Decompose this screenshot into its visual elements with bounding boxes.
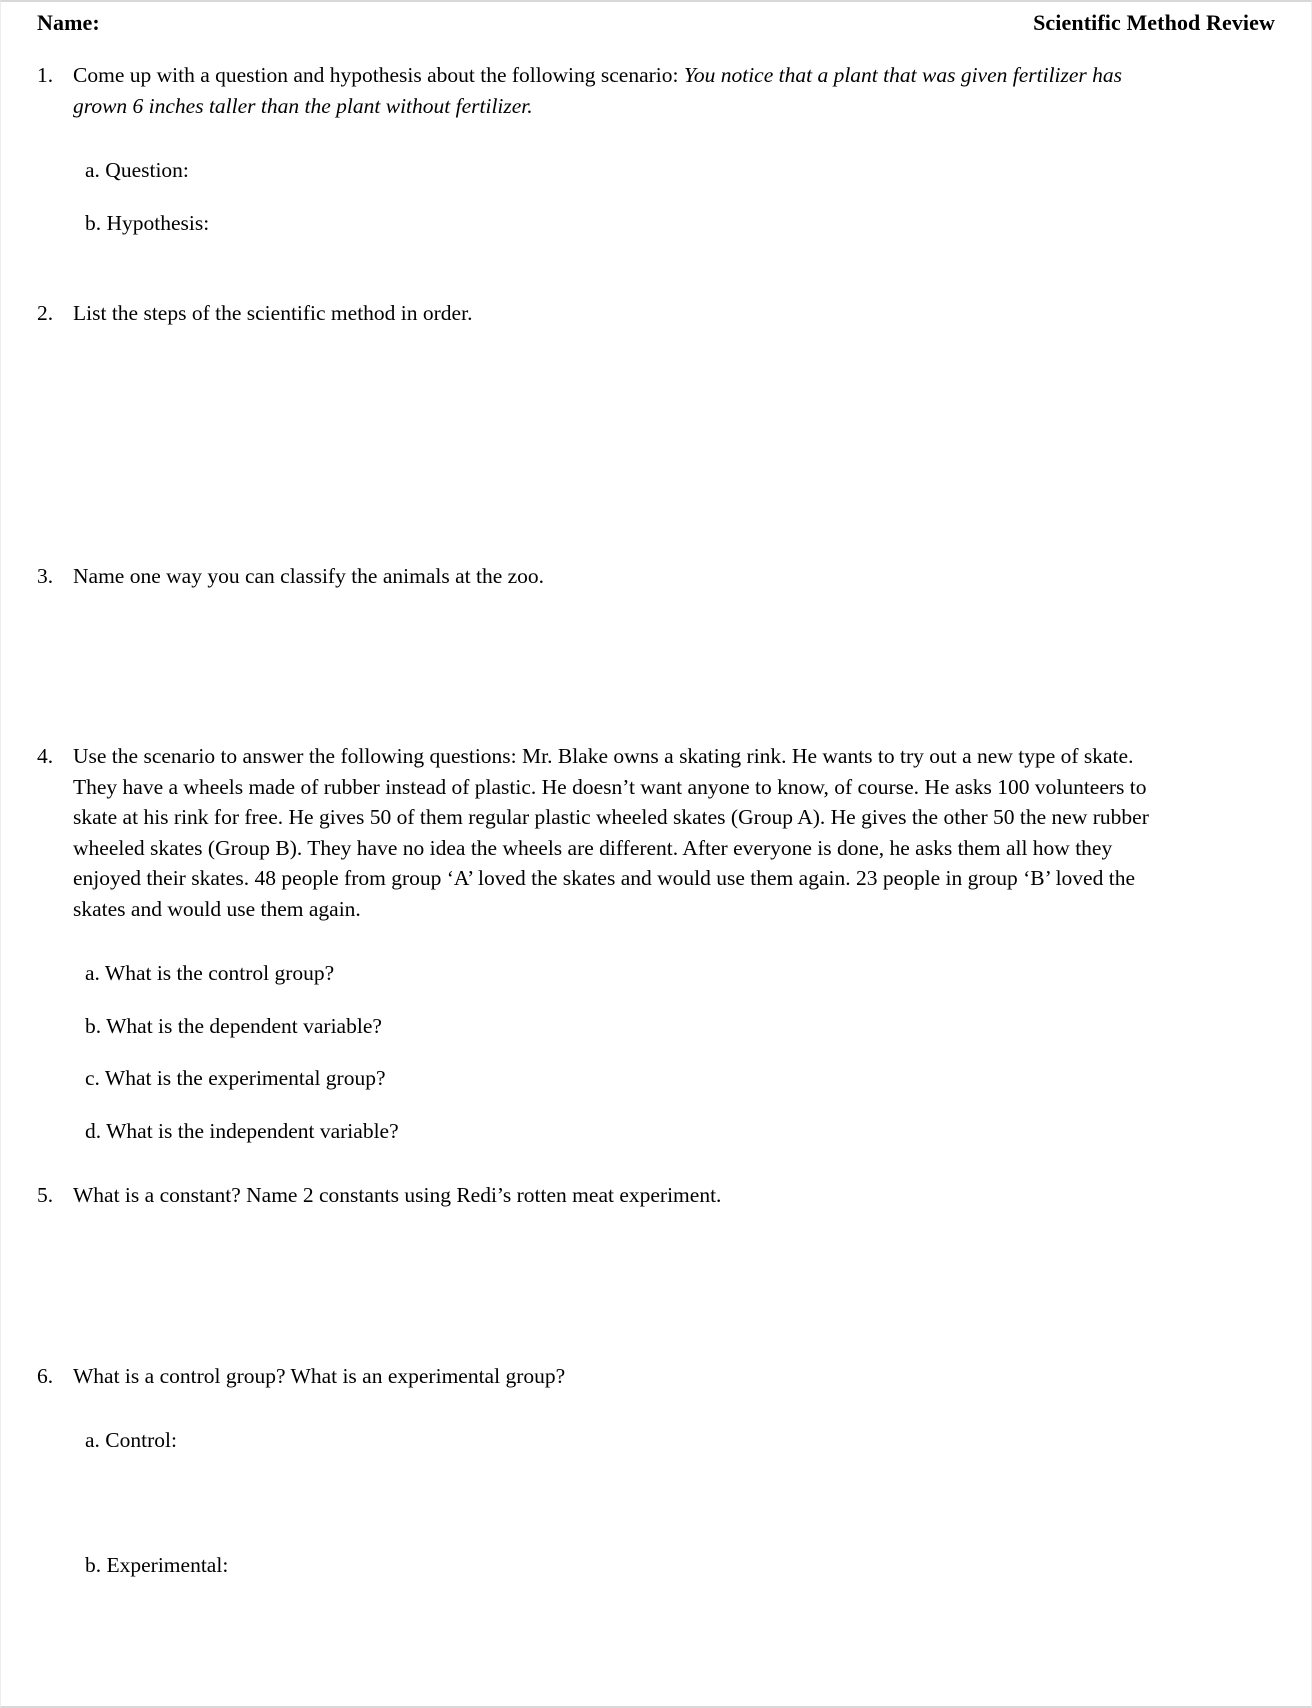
question-text-1-italic: You notice that a plant that was given fertilizer has grown 6 inches taller than the plant without fertilizer. [73, 63, 1123, 118]
question-text-1 [73, 60, 1171, 121]
spacer [1, 1391, 1311, 1425]
question-number-5: 5. [37, 1183, 54, 1207]
name-label: Name: [37, 10, 100, 35]
question-6-subitem-a: a. Control: [85, 1428, 177, 1452]
question-item-5 [1, 1180, 1311, 1211]
question-number-2: 2. [37, 301, 54, 325]
question-item-6 [1, 1361, 1311, 1392]
spacer [1, 989, 1311, 1011]
spacer [1, 1094, 1311, 1116]
question-text-6: What is a control group? What is an experimental group? [73, 1363, 566, 1388]
question-4-subitem-b: b. What is the dependent variable? [85, 1013, 382, 1038]
question-text-4: Use the scenario to answer the following questions: Mr. Blake owns a skating rink. He wants to try out a new type of skate. They have a wheels made of rubber instead of plastic. He doesn’t want anyone to know, of course. He asks 100 volunteers to skate at his rink for free. He gives 50 of them regular plastic wheeled skates (Group A). He gives the other 50 the new rubber wheeled skates (Group B). They have no idea the wheels are different. After everyone is done, he asks them all how they enjoyed their skates. 48 people from group ‘A’ loved the skates and would use them again. 23 people in group ‘B’ loved the skates and would use them again. [73, 744, 1149, 921]
question-item-3 [1, 561, 1311, 592]
answer-space-question-3 [1, 591, 1311, 741]
question-list [1, 60, 1311, 1580]
spacer [1, 1146, 1311, 1180]
question-4-subitem-d: d. What is the independent variable? [85, 1118, 399, 1143]
answer-space-control [1, 1456, 1311, 1516]
question-text-2: List the steps of the scientific method in order. [73, 301, 473, 325]
question-1-subitem-a: a. Question: [85, 158, 189, 182]
question-text-1-plain: Come up with a question and hypothesis about the following scenario: [73, 63, 684, 87]
page-title: Scientific Method Review [1033, 10, 1275, 35]
question-1-subitem-b: b. Hypothesis: [85, 210, 210, 235]
question-number-4: 4. [37, 744, 54, 768]
question-number-1: 1. [37, 63, 54, 87]
question-number-6: 6. [37, 1363, 54, 1388]
question-item-1 [1, 60, 1311, 121]
spacer [1, 121, 1311, 155]
question-number-3: 3. [37, 563, 54, 588]
answer-space-question-2 [1, 329, 1311, 561]
answer-space-question-5 [1, 1211, 1311, 1361]
question-item-4 [1, 741, 1311, 924]
spacer [1, 1516, 1311, 1550]
question-4-subitem-a: a. What is the control group? [85, 961, 335, 985]
spacer [1, 1041, 1311, 1063]
spacer [1, 186, 1311, 208]
question-text-5: What is a constant? Name 2 constants using Redi’s rotten meat experiment. [73, 1183, 722, 1207]
question-4-subitem-c: c. What is the experimental group? [85, 1066, 386, 1090]
question-6-subitem-b: b. Experimental: [85, 1552, 229, 1577]
document-header [37, 10, 1275, 44]
question-text-3: Name one way you can classify the animals at the zoo. [73, 563, 545, 588]
spacer [1, 238, 1311, 298]
spacer [1, 924, 1311, 958]
question-item-2 [1, 298, 1311, 329]
